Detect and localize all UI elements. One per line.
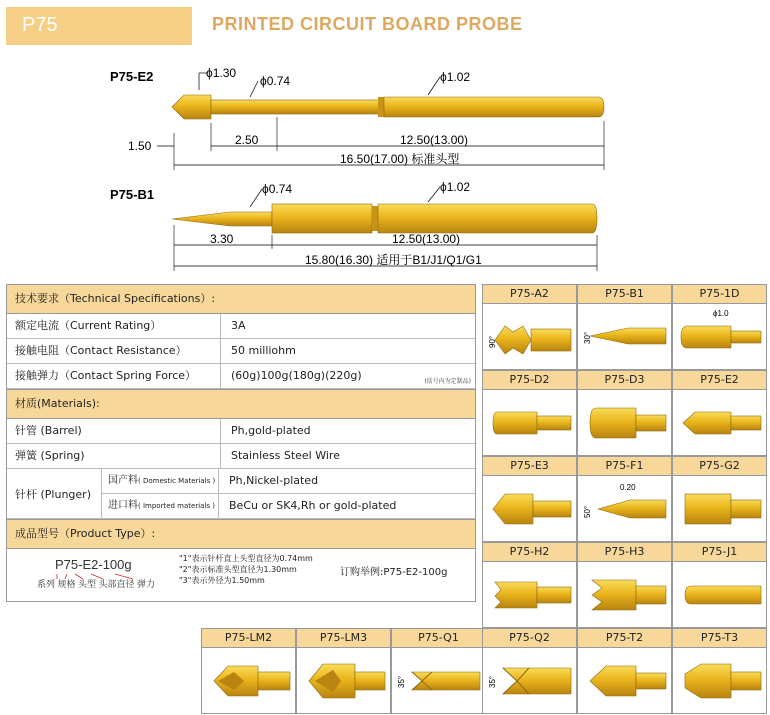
svg-text:30°: 30° — [583, 331, 592, 344]
imported-en: ( Imported materials ) — [138, 502, 215, 510]
tip-cell-p75-h2 — [482, 542, 577, 628]
b1-dim-barrel: 12.50(13.00) — [392, 232, 461, 246]
product-header: 成品型号（Product Type）: — [7, 519, 475, 549]
tip-drawing-p75-t3 — [673, 648, 766, 712]
tip-cell-p75-f1 — [577, 456, 672, 542]
e2-dia-plunger: ϕ0.74 — [260, 74, 291, 88]
svg-text:0.20: 0.20 — [620, 483, 636, 492]
e2-dim-total: 16.50(17.00) 标准头型 — [340, 152, 460, 166]
tech-header: 技术要求（Technical Specifications）: — [7, 285, 475, 314]
material-value: Ph,gold-plated — [231, 424, 311, 437]
tip-drawing-p75-f1 — [578, 476, 671, 540]
tip-label: P75-D2 — [483, 371, 576, 390]
e2-dim-head: 1.50 — [128, 139, 152, 153]
tip-label: P75-D3 — [578, 371, 671, 390]
tip-label: P75-E3 — [483, 457, 576, 476]
e2-dia-barrel: ϕ1.02 — [440, 70, 471, 84]
tip-label: P75-J1 — [673, 543, 766, 562]
tip-label: P75-A2 — [483, 285, 576, 304]
product-note: "3"表示外径为1.50mm — [179, 576, 265, 585]
tip-label: P75-T3 — [673, 629, 766, 648]
tip-label: P75-B1 — [578, 285, 671, 304]
tip-drawing-p75-q1 — [392, 648, 485, 712]
tip-cell-p75-a2 — [482, 284, 577, 370]
spec-label: 额定电流（Current Rating） — [7, 314, 221, 338]
tip-drawing-p75-e3 — [483, 476, 576, 540]
order-example: 订购举例:P75-E2-100g — [340, 567, 448, 578]
tip-drawing-p75-h2 — [483, 562, 576, 626]
plunger-label: 针杆 (Plunger) — [7, 469, 102, 518]
tip-cell-p75-q1 — [391, 628, 486, 714]
e2-dia-head: ϕ1.30 — [206, 66, 237, 80]
tip-cell-p75-b1 — [577, 284, 672, 370]
e2-dim-plunger: 2.50 — [235, 133, 259, 147]
tip-drawing-p75-lm3 — [297, 648, 390, 712]
tip-label: P75-H2 — [483, 543, 576, 562]
tip-cell-p75-h3 — [577, 542, 672, 628]
spec-label: 接触电阻（Contact Resistance） — [7, 339, 221, 363]
tip-label: P75-LM3 — [297, 629, 390, 648]
product-note: "2"表示标准头型直径为1.30mm — [179, 565, 297, 574]
tip-label: P75-G2 — [673, 457, 766, 476]
probe-e2-name: P75-E2 — [110, 69, 154, 84]
tip-cell-p75-d3 — [577, 370, 672, 456]
e2-dim-barrel: 12.50(13.00) — [400, 133, 469, 147]
tip-drawing-p75-d3 — [578, 390, 671, 454]
tip-drawing-p75-g2 — [673, 476, 766, 540]
tip-cell-p75-e2 — [672, 370, 767, 456]
svg-text:35°: 35° — [397, 675, 406, 688]
product-code: P75-E2-100g — [55, 557, 132, 572]
tip-drawing-p75-e2 — [673, 390, 766, 454]
domestic-en: ( Domestic Materials ) — [138, 477, 216, 485]
tip-label: P75-1D — [673, 285, 766, 304]
svg-text:35°: 35° — [488, 675, 497, 688]
tip-drawing-p75-q2 — [483, 648, 576, 712]
force-value: (60g)100g(180g)(220g) — [231, 369, 362, 382]
svg-text:50°: 50° — [583, 505, 592, 518]
tip-label: P75-LM2 — [202, 629, 295, 648]
product-code-parts: 系列 规格 头型 头部直径 弹力 — [37, 579, 156, 589]
imported-value: BeCu or SK4,Rh or gold-plated — [229, 499, 397, 512]
svg-text:ϕ1.0: ϕ1.0 — [713, 309, 729, 318]
tip-label: P75-T2 — [578, 629, 671, 648]
page-title: PRINTED CIRCUIT BOARD PROBE — [212, 14, 523, 34]
tip-cell-p75-e3 — [482, 456, 577, 542]
tip-cell-p75-q2 — [482, 628, 577, 714]
tip-label: P75-H3 — [578, 543, 671, 562]
tip-cell-p75-t3 — [672, 628, 767, 714]
tip-drawing-p75-h3 — [578, 562, 671, 626]
material-label: 弹簧 (Spring) — [7, 444, 221, 468]
force-note: (括号内为定制品) — [424, 378, 471, 385]
tip-label: P75-F1 — [578, 457, 671, 476]
svg-text:90°: 90° — [488, 335, 497, 348]
tip-cell-p75-d2 — [482, 370, 577, 456]
b1-dim-plunger: 3.30 — [210, 232, 234, 246]
product-note: "1"表示针杆直上头型直径为0.74mm — [179, 554, 313, 563]
tip-drawing-p75-1d — [673, 304, 766, 368]
domestic-cn: 国产料 — [108, 475, 138, 486]
tip-drawing-p75-a2 — [483, 304, 576, 368]
b1-dia-plunger: ϕ0.74 — [262, 182, 293, 196]
tip-cell-p75-lm2 — [201, 628, 296, 714]
tip-drawing-p75-b1 — [578, 304, 671, 368]
tip-drawing-p75-j1 — [673, 562, 766, 626]
tip-drawing-p75-d2 — [483, 390, 576, 454]
tip-cell-p75-g2 — [672, 456, 767, 542]
b1-dia-barrel: ϕ1.02 — [440, 180, 471, 194]
tip-cell-p75-1d — [672, 284, 767, 370]
tip-cell-p75-lm3 — [296, 628, 391, 714]
material-value: Stainless Steel Wire — [231, 449, 340, 462]
model-label: P75 — [22, 14, 58, 36]
spec-value: 3A — [231, 319, 246, 332]
b1-dim-total: 15.80(16.30) 适用于B1/J1/Q1/G1 — [305, 253, 482, 267]
tip-label: P75-Q1 — [392, 629, 485, 648]
tip-label: P75-E2 — [673, 371, 766, 390]
spec-value: 50 milliohm — [231, 344, 296, 357]
probe-b1-name: P75-B1 — [110, 187, 155, 202]
tip-label: P75-Q2 — [483, 629, 576, 648]
tip-drawing-p75-lm2 — [202, 648, 295, 712]
tip-drawing-p75-t2 — [578, 648, 671, 712]
imported-cn: 进口料 — [108, 500, 138, 511]
spec-label: 接触弹力（Contact Spring Force） — [7, 364, 221, 388]
domestic-value: Ph,Nickel-plated — [229, 474, 319, 487]
materials-header: 材质(Materials): — [7, 389, 475, 419]
tip-cell-p75-j1 — [672, 542, 767, 628]
tip-cell-p75-t2 — [577, 628, 672, 714]
material-label: 针管 (Barrel) — [7, 419, 221, 443]
